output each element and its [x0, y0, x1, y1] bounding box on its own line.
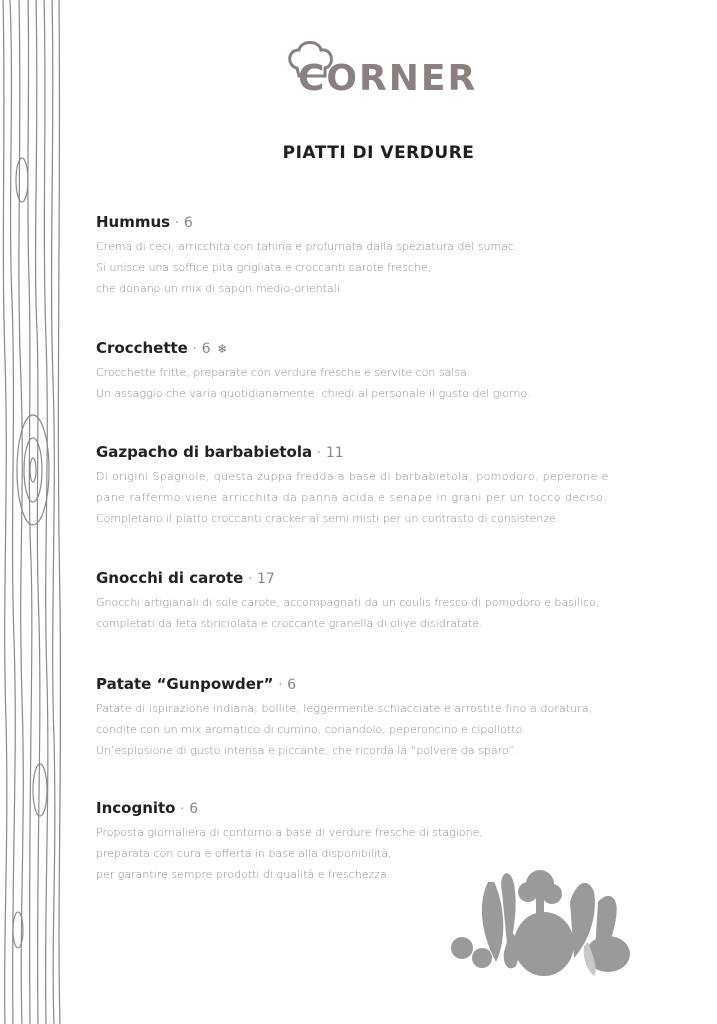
brand-name: CORNER: [298, 58, 478, 99]
description-line: Proposta giornaliera di contorno a base di verdure fresche di stagione,: [96, 826, 483, 839]
dish-price: 11: [325, 445, 344, 461]
snowflake-icon: ❄: [217, 342, 228, 356]
description-line: Completano il piatto croccanti cracker ai semi misti per un contrasto di consistenze.: [96, 512, 560, 525]
description-line: Gnocchi artigianali di sole carote, accompagnati da un coulis fresco di pomodoro e basilico,: [96, 596, 600, 609]
dish-separator: ·: [192, 342, 197, 357]
dish-name: Gnocchi di carote: [96, 569, 244, 587]
description-line: per garantire sempre prodotti di qualità e freschezza.: [96, 868, 391, 881]
dish-separator: ·: [180, 802, 185, 817]
description-line: condite con un mix aromatico di cumino, coriandolo, peperoncino e cipollotto.: [96, 723, 526, 736]
description-line: Crema di ceci, arricchita con tahina e profumata dalla speziatura del sumac.: [96, 240, 518, 253]
dish-gnocchi: [96, 568, 668, 634]
description-line: Di origini Spagnole, questa zuppa fredda a base di barbabietola, pomodoro, peperone e: [96, 470, 609, 483]
dish-separator: ·: [174, 216, 180, 231]
description-line: pane raffermo viene arricchita da panna acida e senape in grani per un tocco deciso.: [96, 491, 608, 504]
dish-price: 6: [287, 677, 297, 693]
description-line: Si unisce una soffice pita grigliata e croccanti carote fresche,: [96, 261, 432, 274]
dish-name: Incognito: [96, 799, 176, 817]
vegetables-illustration: [448, 862, 634, 980]
description-line: Patate di ispirazione indiana, bollite, leggermente schiacciate e arrostite fino a doratura,: [96, 702, 593, 715]
dish-description: [96, 592, 668, 634]
description-line: completati da feta sbriciolata e croccante granella di olive disidratate.: [96, 617, 483, 630]
dish-name: Gazpacho di barbabietola: [96, 443, 313, 461]
dish-gazpacho: [96, 442, 668, 529]
dish-crocchette: [96, 338, 668, 404]
dish-description: [96, 466, 668, 529]
dish-name: Hummus: [96, 213, 171, 231]
dish-description: [96, 698, 668, 761]
dish-name: Patate “Gunpowder”: [96, 675, 274, 693]
dish-separator: ·: [248, 572, 253, 587]
dish-separator: ·: [316, 446, 322, 461]
dish-patate-gunpowder: [96, 674, 668, 761]
dish-hummus: [96, 212, 668, 299]
description-line: Un assaggio che varia quotidianamente: chiedi al personale il gusto del giorno.: [96, 387, 531, 400]
description-line: Crocchette fritte, preparate con verdure fresche e servite con salsa.: [96, 366, 471, 379]
dish-name: Crocchette: [96, 339, 188, 357]
dish-separator: ·: [278, 678, 283, 693]
description-line: Un’esplosione di gusto intensa e piccante, che ricorda la “polvere da sparo”.: [96, 744, 518, 757]
dish-description: [96, 362, 668, 404]
description-line: che donano un mix di sapori medio-orientali.: [96, 282, 344, 295]
dish-price: 6: [189, 801, 199, 817]
dish-price: 6: [201, 341, 211, 357]
description-line: preparata con cura e offerta in base alla disponibilità,: [96, 847, 392, 860]
dish-price: 17: [257, 571, 275, 587]
dish-price: 6: [183, 215, 193, 231]
page-title: PIATTI DI VERDURE: [282, 143, 475, 163]
dish-description: [96, 236, 668, 299]
